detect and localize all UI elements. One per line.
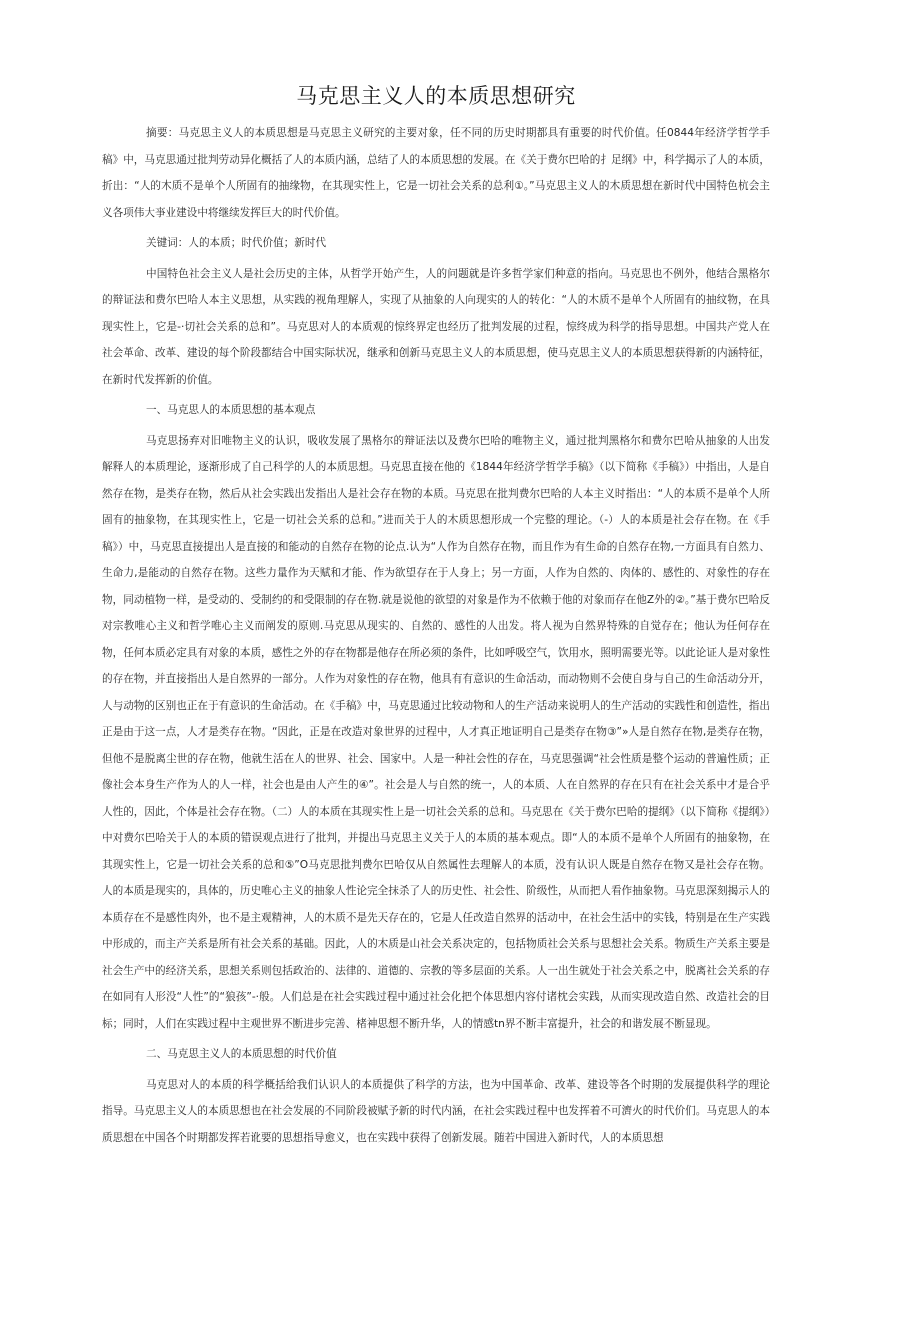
intro-paragraph: 中国特色社会主义人是社会历史的主体，从哲学开始产生，人的问题就是许多哲学家们种意的指向。马克思也不例外，他结合黑格尔的辩证法和费尔巴哈人本主义思想，从实践的视角理解人，实现了从抽象的人向现实的人的转化：“人的木质不是单个人所固有的抽纹物，在具现实性上，它是-·切社会关系的总和”。马克思对人的本质观的惊终界定也经历了批判发展的过程，惊终成为科学的指导思想。中国共产党人在社会革命、改革、建设的每个阶段都结合中国实际状况，继承和创新马克思主义人的本质思想，使马克思主义人的本质思想获得新的内涵特征，在新时代发挥新的价值。 xyxy=(102,267,770,386)
section-2-heading: 二、马克思主义人的本质思想的时代价值 xyxy=(146,1048,337,1060)
section-1-heading: 一、马克思人的本质思想的基本观点 xyxy=(146,404,316,416)
section-1-body: 马克思扬弃对旧唯物主义的认识，吸收发展了黑格尔的辩证法以及费尔巴哈的唯物主义，通过批判黑格尔和费尔巴哈从抽象的人出发解释人的本质理论，逐渐形成了自己科学的人的本质思想。马克思直接在他的《1844年经济学哲学手稿》（以下简称《手稿》）中指出，人是自然存在物，是类存在物，然后从社会实践出发指出人是社会存在物的本质。马克思在批判费尔巴哈的人本主义时指出：“人的本质不是单个人所固有的抽象物，在其现实性上，它是一切社会关系的总和。”进而关于人的木质思想形成一个完整的理论。（-）人的本质是社会存在物。在《手稿》）中，马克思直接提出人是直接的和能动的自然存在物的论点.认为“人作为自然存在物，而且作为有生命的自然存在物,一方面具有自然力、生命力,是能动的自然存在物。这些力量作为天赋和才能、作为欲望存在于人身上；另一方面，人作为自然的、肉体的、感性的、对象性的存在物，同动植物一样，是受动的、受制约的和受限制的存在物.就是说他的欲望的对象是作为不依赖于他的对象而存在他Z外的②。”基于费尔巴哈反对宗教唯心主义和哲学唯心主义而阐发的原则.马克思从现实的、自然的、感性的人出发。将人视为自然界特殊的自觉存在；他认为任何存在物，任何本质必定具有对象的本质，感性之外的存在物都是他存在所必须的条件，比如呼吸空气，饮用水，照明需要光等。以此论证人是对象性的存在物，并直接指出人是自然界的一部分。人作为对象性的存在物，他具有有意识的生命活动，而动物则不会使自身与自己的生命活动分开，人与动物的区别也正在于有意识的生命活动。在《手稿》中，马克思通过比较动物和人的生产活动来说明人的生产活动的实践性和创造性，指出正是由于这一点，人才是类存在物。“因此，正是在改造对象世界的过程中，人才真正地证明自己是类存在物③”»人是自然存在物,是类存在物，但他不是脱离尘世的存在物，他就生活在人的世界、社会、国家中。人是一种社会性的存在，马克思强调“社会性质是整个运动的普遍性质；正像社会本身生产作为人的人一样，社会也是由人产生的④”。社会是人与自然的统一，人的本质、人在自然界的存在只有在社会关系中才是合乎人性的，因此，个体是社会存在物。（二）人的本质在其现实性上是一切社会关系的总和。马克思在《关于费尔巴哈的提纲》（以下简称《提纲》）中对费尔巴哈关于人的本质的错误观点进行了批判，并提出马克思主义关于人的本质的基本观点。即“人的本质不是单个人所固有的抽象物，在其现实性上，它是一切社会关系的总和⑤”O马克思批判费尔巴哈仅从自然属性去理解人的本质，没有认识人既是自然存在物又是社会存在物。人的本质是现实的，具体的，历史唯心主义的抽象人性论完全抹杀了人的历史性、社会性、阶级性，从而把人看作抽象物。马克思深刻揭示人的本质存在不是感性肉外，也不是主观精神，人的木质不是先天存在的，它是人任改造自然界的活动中，在社会生活中的实钱，特别是在生产实践中形成的，而主产关系是所有社会关系的基础。因此，人的木质是山社会关系决定的，包括物质社会关系与思想社会关系。物质生产关系主要是社会生产中的经济关系，思想关系则包括政治的、法律的、道德的、宗教的等多层面的关系。人一出生就处于社会关系之中，脱离社会关系的存在如同有人形没“人性”的“狼孩”-·般。人们总是在社会实践过程中通过社会化把个体思想内容付诸枕会实践，从而实现改造自然、改造社会的目标；同时，人们在实践过程中主观世界不断进步完善、楮神思想不断升华，人的情感tn界不断丰富提升，社会的和谐发展不断显现。 xyxy=(102,434,770,1030)
section-2-body: 马克思对人的本质的科学概括给我们认识人的本质提供了科学的方法，也为中国革命、改革、建设等各个时期的发展提供科学的理论指导。马克思主义人的本质思想也在社会发展的不同阶段被赋予新的时代内涵，在社会实践过程中也发挥着不可濟火的时代价们。马克思人的本质思想在中国各个时期都发挥若讹要的思想指导愈义，也在实践中获得了创新发展。随若中国进入新时代，人的本质思想 xyxy=(102,1078,770,1144)
abstract-paragraph: 摘要：马克思主义人的本质思想是马克思主义研究的主要对象，任不同的历史时期都具有重要的时代价值。任0844年经济学哲学手稿》中，马克思通过批判劳动异化概括了人的本质内涵，总结了人的本质思想的发展。在《关于费尔巴哈的扌足纲》中，科学揭示了人的本质，折出：“人的木质不是单个人所固有的抽缘物，在其现实性上，它是一切社会关系的总利①。”马克思主义人的木质思想在新时代中国特色杭会主义各项伟大亊业建设中将继续发挥巨大的时代价值。 xyxy=(102,127,770,219)
keywords-line: 关键词：人的本质；时代价值；新时代 xyxy=(146,237,327,249)
document-title: 马克思主义人的本质思想研究 xyxy=(296,84,576,108)
